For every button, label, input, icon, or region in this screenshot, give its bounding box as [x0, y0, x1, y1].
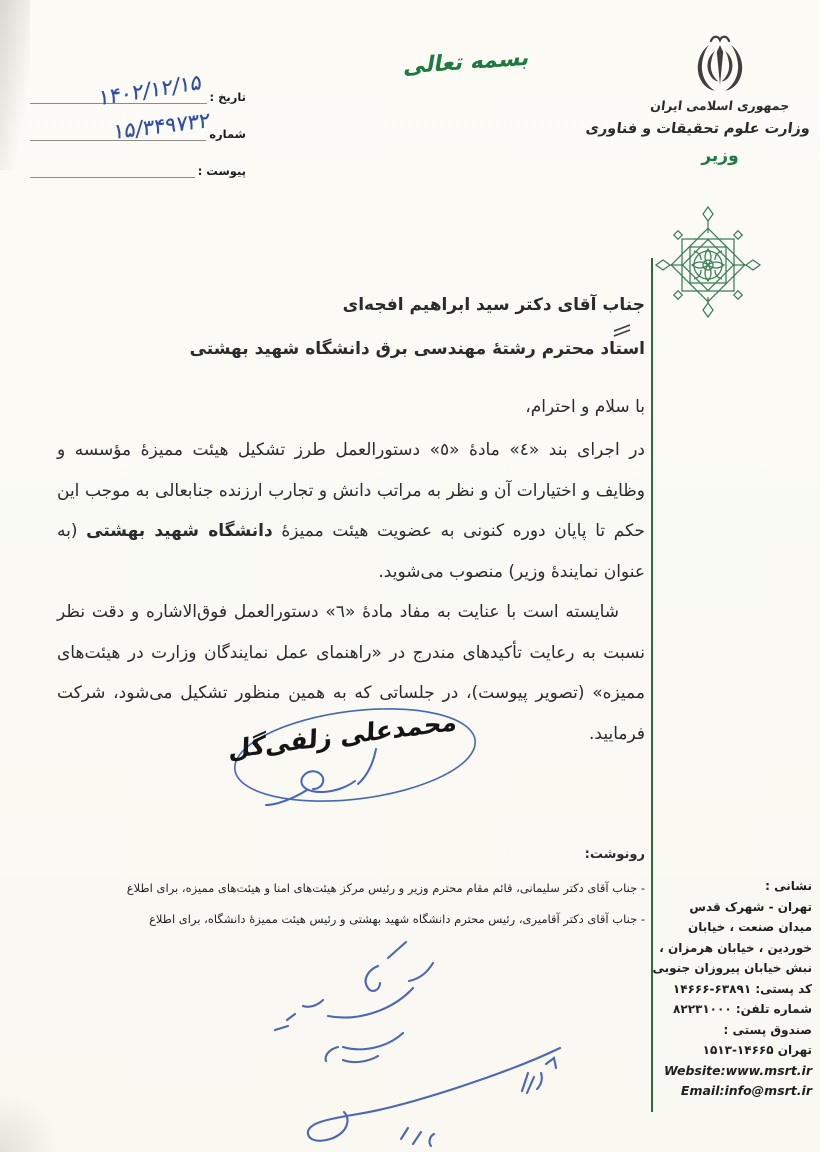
address-label: نشانی : [765, 879, 812, 893]
website-line: Website:www.msrt.ir [664, 1062, 812, 1078]
recipient-name: جناب آقای دکتر سید ابراهیم افجه‌ای [342, 295, 645, 315]
p1-text-before: در اجرای بند «٤» مادهٔ «٥» دستورالعمل طرز تشکیل هیئت ممیزهٔ مؤسسه و وظایف و اختیارات آن و نظر به مراتب دانش و تجارب ارزنده جنابعالی به موجب این حکم تا پایان دوره کنونی به عضویت هیئت ممیزهٔ [57, 440, 645, 541]
arabesque-ornament [652, 203, 764, 321]
phone-value: ۸۲۲۳۱۰۰۰ [673, 1002, 732, 1016]
postal-code-line [656, 979, 812, 1000]
salutation: با سلام و احترام، [525, 397, 645, 417]
ministry-name: وزارت علوم تحقیقات و فناوری [584, 121, 811, 137]
letter-body [57, 292, 645, 754]
address-line: تهران - شهرک قدس [689, 899, 812, 914]
postal-code-value: ۱۴۶۶۶-۶۳۸۹۱ [672, 981, 752, 996]
copies-block [100, 846, 645, 926]
country-name: جمهوری اسلامی ایران [649, 98, 791, 113]
postal-code-label: کد پستی: [755, 981, 812, 996]
handwritten-note-scribble [228, 938, 573, 1152]
attachment-label: پیوست : [197, 164, 246, 178]
pobox-label: صندوق پستی : [723, 1022, 812, 1037]
minister-title: وزیر [701, 146, 739, 166]
p1-bold-university: دانشگاه شهید بهشتی [86, 521, 273, 541]
pobox-line [656, 1040, 812, 1061]
date-label: تاریخ : [209, 90, 246, 104]
minister-signature-name: محمدعلی زلفی‌گل [228, 706, 458, 765]
address-line: خوردین ، خیابان هرمزان ، [659, 940, 812, 955]
meta-attachment-row [28, 162, 246, 178]
footer-address-block [652, 876, 812, 1102]
address-line: میدان صنعت ، خیابان [688, 920, 812, 934]
green-vertical-rule [651, 258, 653, 1112]
iran-emblem-icon [693, 33, 747, 93]
address-line: نبش خیابان پیروزان جنوبی [652, 961, 812, 975]
letterhead-block [584, 33, 811, 166]
besmele-calligraphy: بسمه تعالی [401, 45, 532, 80]
pobox-value: ۱۵۱۳-۱۴۶۶۵ [702, 1043, 774, 1057]
signature-block [226, 693, 484, 831]
handwritten-number-value: ۱۵/۳۴۹۷۳۲ [112, 107, 210, 145]
body-paragraph-2: شایسته است با عنایت به مفاد مادهٔ «٦» دستورالعمل فوق‌الاشاره و دقت نظر نسبت به رعایت تأکیدهای مندرج در «راهنمای عمل نمایندگان وزارت در هیئت‌های ممیزه» (تصویر پیوست)، در جلساتی که به همین منظور تشکیل می‌شود، شرکت فرمایید. [57, 602, 645, 744]
body-paragraph-1 [57, 430, 645, 592]
copies-item-2: - جناب آقای دکتر آقامیری، رئیس محترم دانشگاه شهید بهشتی و رئیس هیئت ممیزهٔ دانشگاه، برای اطلاع [149, 912, 645, 926]
attachment-line [30, 164, 195, 178]
email-line: Email:info@msrt.ir [680, 1083, 812, 1098]
number-label: شماره [209, 127, 246, 141]
p1-text-after: (به عنوان نمایندهٔ وزیر) منصوب می‌شوید. [57, 521, 645, 582]
copies-item-1: - جناب آقای دکتر سلیمانی، قائم مقام محترم وزیر و رئیس مرکز هیئت‌های امنا و هیئت‌های ممیزه، برای اطلاع [126, 881, 645, 895]
copies-label: رونوشت: [584, 847, 645, 862]
pobox-city: تهران [777, 1043, 812, 1057]
phone-line [656, 999, 812, 1020]
handwritten-date-value: ۱۴۰۲/۱۲/۱۵ [98, 69, 202, 111]
letter-meta-block [28, 69, 246, 199]
phone-label: شماره تلفن: [735, 1002, 812, 1016]
recipient-title: استاد محترم رشتهٔ مهندسی برق دانشگاه شهید بهشتی [189, 339, 645, 359]
